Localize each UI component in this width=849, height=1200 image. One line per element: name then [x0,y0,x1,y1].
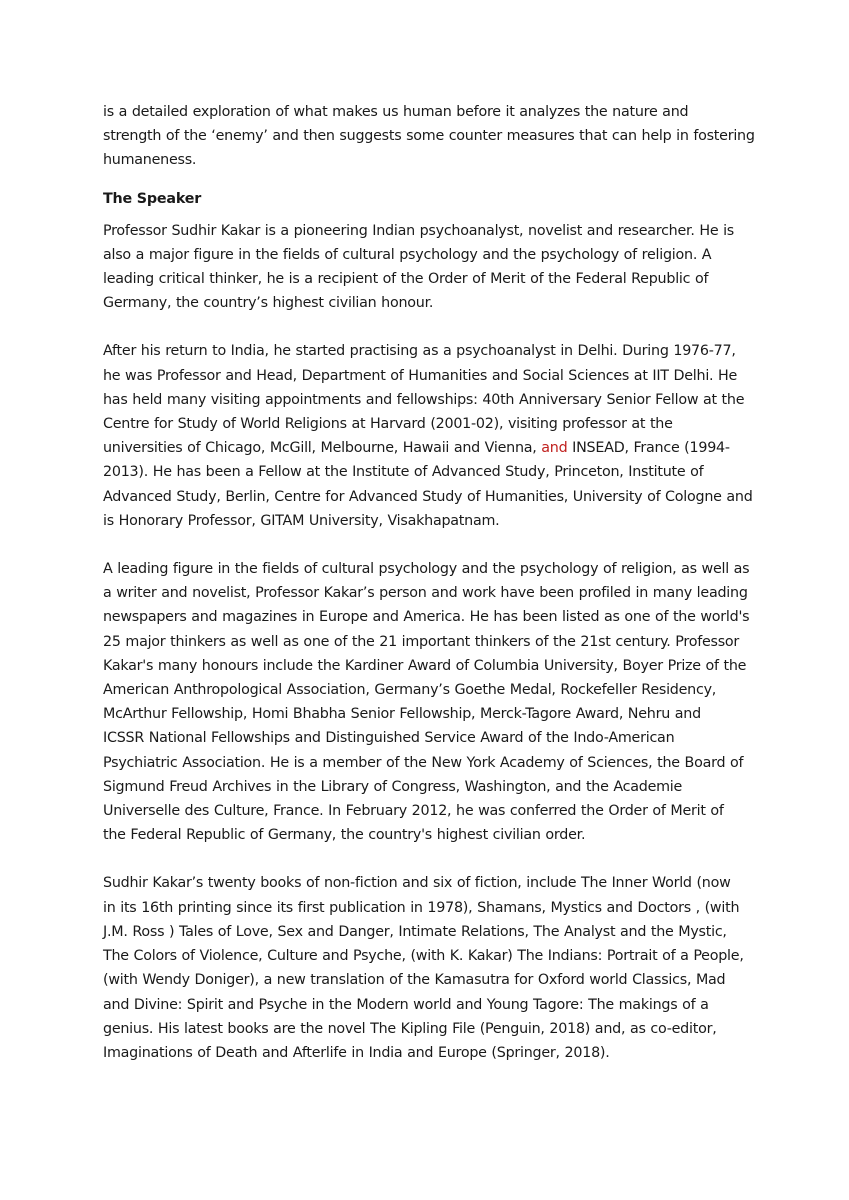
text-line: Sudhir Kakar’s twenty books of non-fiction and six of fiction, include The Inner World (now [103,875,731,892]
text-line: The Colors of Violence, Culture and Psyche, (with K. Kakar) The Indians: Portrait of a People, [103,948,744,965]
spacer [103,173,763,187]
text-line: Universelle des Culture, France. In February 2012, he was conferred the Order of Merit of [103,803,724,820]
text-segment: INSEAD, France (1994- [567,440,730,457]
spacer [103,533,763,557]
text-line: a writer and novelist, Professor Kakar’s person and work have been profiled in many leading [103,585,748,602]
text-segment: universities of Chicago, McGill, Melbourne, Hawaii and Vienna, [103,440,542,457]
text-line: Psychiatric Association. He is a member of the New York Academy of Sciences, the Board of [103,754,744,771]
text-line: A leading figure in the fields of cultural psychology and the psychology of religion, as well as [103,561,750,578]
text-line: the Federal Republic of Germany, the country's highest civilian order. [103,827,586,844]
text-line: Imaginations of Death and Afterlife in India and Europe (Springer, 2018). [103,1044,610,1061]
text-line: has held many visiting appointments and fellowships: 40th Anniversary Senior Fellow at the [103,391,745,408]
text-line: leading critical thinker, he is a recipient of the Order of Merit of the Federal Republic of [103,271,709,288]
document-page [103,100,763,1065]
intro-paragraph [103,100,763,173]
text-line: is a detailed exploration of what makes us human before it analyzes the nature and [103,104,689,120]
section-heading: The Speaker [103,190,202,207]
bio-paragraph-1 [103,219,763,316]
spacer [103,847,763,871]
bio-paragraph-3 [103,557,763,847]
text-line: J.M. Ross ) Tales of Love, Sex and Danger, Intimate Relations, The Analyst and the Mystic, [103,923,727,940]
text-line: Advanced Study, Berlin, Centre for Advanced Study of Humanities, University of Cologne and [103,488,753,505]
text-line: newspapers and magazines in Europe and America. He has been listed as one of the world's [103,609,750,626]
spacer [103,211,763,219]
bio-paragraph-4 [103,871,763,1065]
text-line: strength of the ‘enemy’ and then suggests some counter measures that can help in fostering [103,128,755,145]
text-line: (with Wendy Doniger), a new translation of the Kamasutra for Oxford world Classics, Mad [103,972,726,989]
text-line: Sigmund Freud Archives in the Library of Congress, Washington, and the Academie [103,778,683,795]
text-line: humaneness. [103,152,197,169]
text-line: genius. His latest books are the novel The Kipling File (Penguin, 2018) and, as co-editor, [103,1020,717,1037]
text-line: and Divine: Spirit and Psyche in the Modern world and Young Tagore: The makings of a [103,996,709,1013]
bio-paragraph-2 [103,339,763,533]
text-line: 25 major thinkers as well as one of the 21 important thinkers of the 21st century. Professor [103,633,740,650]
spacer [103,315,763,339]
text-line: 2013). He has been a Fellow at the Institute of Advanced Study, Princeton, Institute of [103,464,704,481]
text-line: After his return to India, he started practising as a psychoanalyst in Delhi. During 1976-77, [103,343,736,360]
text-line: Professor Sudhir Kakar is a pioneering Indian psychoanalyst, novelist and researcher. He is [103,222,735,239]
text-line [103,436,763,460]
text-line: Germany, the country’s highest civilian honour. [103,295,434,312]
text-line: he was Professor and Head, Department of Humanities and Social Sciences at IIT Delhi. He [103,367,738,384]
highlighted-word: and [541,440,568,457]
text-line: McArthur Fellowship, Homi Bhabha Senior Fellowship, Merck-Tagore Award, Nehru and [103,706,701,723]
text-line: also a major figure in the fields of cultural psychology and the psychology of religion. A [103,246,712,263]
text-line: Kakar's many honours include the Kardiner Award of Columbia University, Boyer Prize of the [103,657,747,674]
text-line: ICSSR National Fellowships and Distinguished Service Award of the Indo-American [103,730,675,747]
text-line: in its 16th printing since its first publication in 1978), Shamans, Mystics and Doctors , (with [103,899,740,916]
text-line: is Honorary Professor, GITAM University, Visakhapatnam. [103,512,500,529]
text-line: Centre for Study of World Religions at Harvard (2001-02), visiting professor at the [103,416,673,433]
text-line: American Anthropological Association, Germany’s Goethe Medal, Rockefeller Residency, [103,682,717,699]
